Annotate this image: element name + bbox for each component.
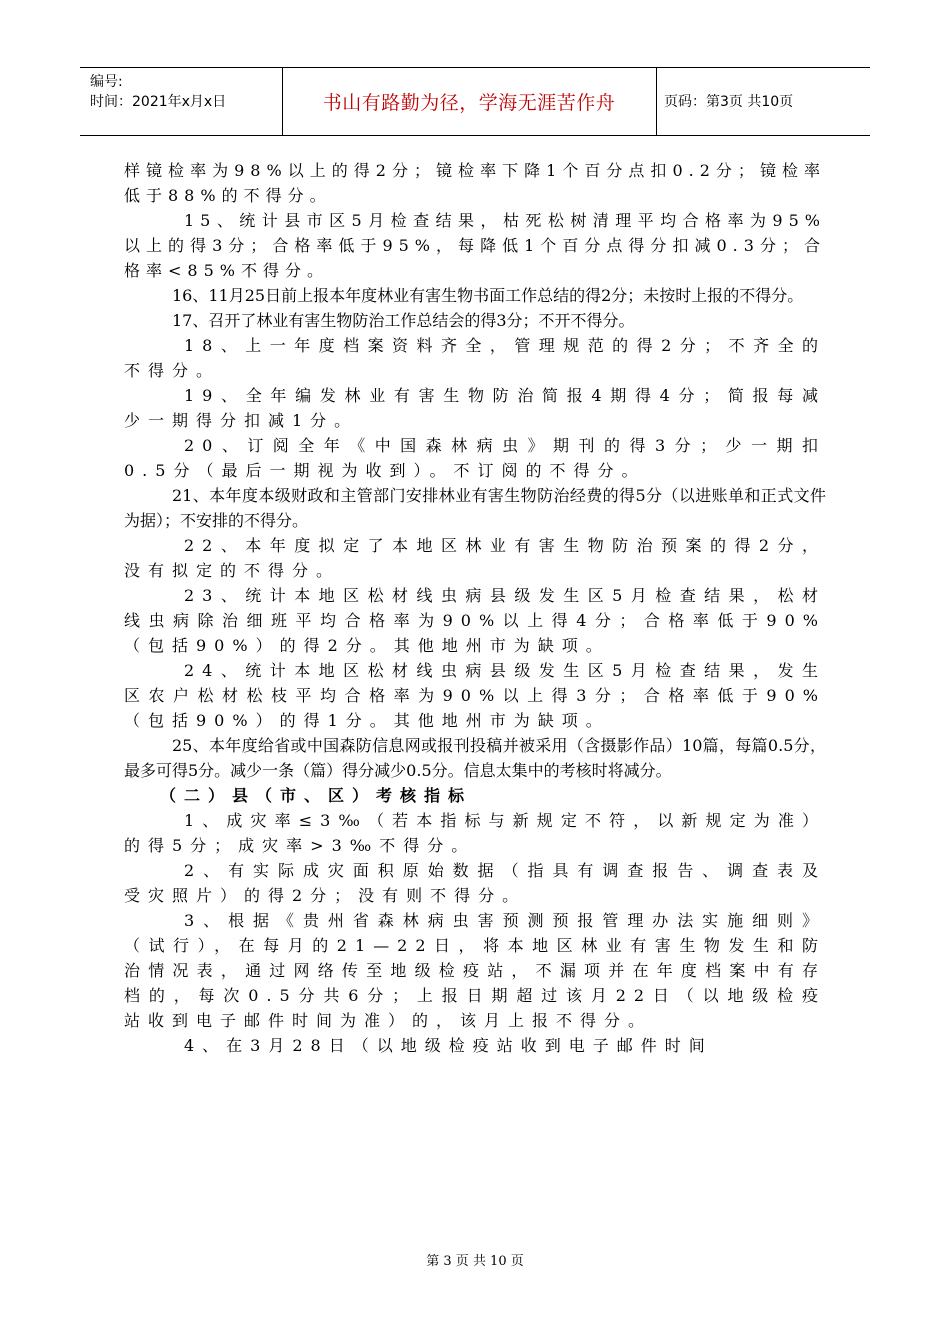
paragraph: 20、订阅全年《中国森林病虫》期刊的得3分；少一期扣0.5分（最后一期视为收到）。不订阅的不得分。 [124, 436, 826, 480]
page-footer: 第 3 页 共 10 页 [426, 1254, 524, 1269]
header-bottom-rule [80, 135, 870, 136]
paragraph: 18、上一年度档案资料齐全，管理规范的得2分；不齐全的不得分。 [124, 336, 826, 380]
document-body [124, 158, 826, 1058]
paragraph: 3、根据《贵州省森林病虫害预测预报管理办法实施细则》（试行），在每月的21—22日，将本地区林业有害生物发生和防治情况表，通过网络传至地级检疫站，不漏项并在年度档案中有存档的，每次0.5分共6分；上报日期超过该月22日（以地级检疫站收到电子邮件时间为准）的，该月上报不得分。 [124, 911, 826, 1030]
paragraph: 16、11月25日前上报本年度林业有害生物书面工作总结的得2分；未按时上报的不得分。 [172, 286, 804, 305]
paragraph: 17、召开了林业有害生物防治工作总结会的得3分；不开不得分。 [172, 311, 635, 330]
paragraph: 样镜检率为98%以上的得2分；镜检率下降1个百分点扣0.2分；镜检率低于88%的不得分。 [124, 161, 826, 205]
paragraph: 4、在3月28日（以地级检疫站收到电子邮件时间 [184, 1036, 713, 1055]
number-label: 编号: [90, 74, 123, 90]
paragraph: 24、统计本地区松材线虫病县级发生区5月检查结果，发生区农户松材松枝平均合格率为90%以上得3分；合格率低于90%（包括90%）的得1分。其他地州市为缺项。 [124, 661, 826, 730]
header-meta [90, 72, 226, 112]
header-page-label: 页码：第3页 共10页 [664, 94, 794, 110]
paragraph: 25、本年度给省或中国森防信息网或报刊投稿并被采用（含摄影作品）10篇，每篇0.5分，最多可得5分。减少一条（篇）得分减少0.5分。信息太集中的考核时将减分。 [124, 736, 826, 780]
paragraph: 22、本年度拟定了本地区林业有害生物防治预案的得2分，没有拟定的不得分。 [124, 536, 826, 580]
time-label: 时间：2021年x月x日 [90, 94, 227, 110]
paragraph: 21、本年度本级财政和主管部门安排林业有害生物防治经费的得5分（以进账单和正式文件为据）；不安排的不得分。 [124, 486, 826, 530]
paragraph: 23、统计本地区松材线虫病县级发生区5月检查结果，松材线虫病除治细班平均合格率为90%以上得4分；合格率低于90%（包括90%）的得2分。其他地州市为缺项。 [124, 586, 826, 655]
header-divider-right [656, 67, 657, 135]
paragraph: 19、全年编发林业有害生物防治简报4期得4分；简报每减少一期得分扣减1分。 [124, 386, 826, 430]
paragraph: 15、统计县市区5月检查结果，枯死松树清理平均合格率为95%以上的得3分；合格率低于95%，每降低1个百分点得分扣减0.3分；合格率<85%不得分。 [124, 211, 826, 280]
paragraph: 2、有实际成灾面积原始数据（指具有调查报告、调查表及受灾照片）的得2分；没有则不得分。 [124, 861, 826, 905]
paragraph: 1、成灾率≤3‰（若本指标与新规定不符，以新规定为准）的得5分；成灾率>3‰不得分。 [124, 811, 826, 855]
header-motto: 书山有路勤为径，学海无涯苦作舟 [322, 91, 616, 114]
section-heading: （二）县（市、区）考核指标 [160, 786, 473, 805]
